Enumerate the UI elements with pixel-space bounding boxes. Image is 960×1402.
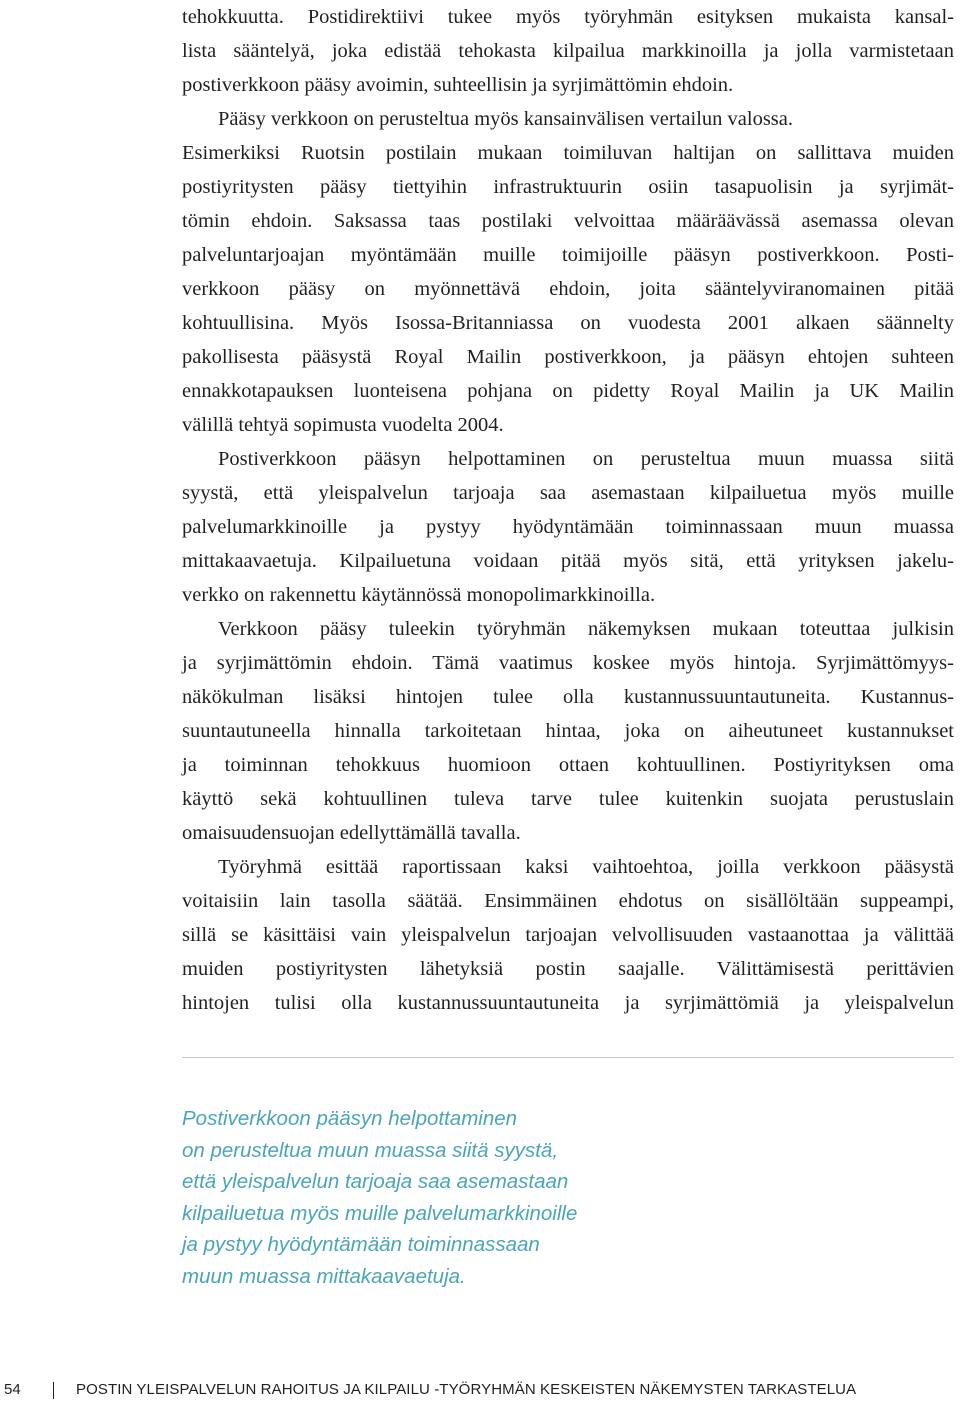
text-line: käyttö sekä kohtuullinen tuleva tarve tulee kuitenkin suojata perustuslain bbox=[182, 788, 954, 810]
pull-quote-line: että yleispalvelun tarjoaja saa asemastaan bbox=[182, 1170, 569, 1194]
pull-quote-line: on perusteltua muun muassa siitä syystä, bbox=[182, 1138, 559, 1162]
text-line: syystä, että yleispalvelun tarjoaja saa asemastaan kilpailuetua myös muille bbox=[182, 482, 954, 504]
pull-quote-line: muun muassa mittakaavaetuja. bbox=[182, 1264, 466, 1288]
text-line: verkkoon pääsy on myönnettävä ehdoin, joita sääntelyviranomainen pitää bbox=[182, 278, 954, 300]
page-footer bbox=[0, 1378, 960, 1402]
text-line: suuntautuneella hinnalla tarkoitetaan hintaa, joka on aiheutuneet kustannukset bbox=[182, 720, 954, 742]
text-line: Esimerkiksi Ruotsin postilain mukaan toimiluvan haltijan on sallittava muiden bbox=[182, 142, 954, 164]
text-line: palvelumarkkinoille ja pystyy hyödyntämään toiminnassaan muun muassa bbox=[182, 516, 954, 538]
footer-separator bbox=[53, 1382, 54, 1399]
text-line: Työryhmä esittää raportissaan kaksi vaihtoehtoa, joilla verkkoon pääsystä bbox=[218, 856, 954, 878]
pull-quote-line: kilpailuetua myös muille palvelumarkkinoille bbox=[182, 1201, 578, 1225]
text-line: Pääsy verkkoon on perusteltua myös kansainvälisen vertailun valossa. bbox=[218, 108, 794, 130]
pull-quote bbox=[182, 1103, 702, 1293]
text-line: Postiverkkoon pääsyn helpottaminen on perusteltua muun muassa siitä bbox=[218, 448, 954, 470]
text-line: voitaisiin lain tasolla säätää. Ensimmäinen ehdotus on sisällöltään suppeampi, bbox=[182, 890, 954, 912]
text-line: palveluntarjoajan myöntämään muille toimijoille pääsyn postiverkkoon. Posti- bbox=[182, 244, 954, 266]
text-line: postiyritysten pääsy tiettyihin infrastruktuurin osiin tasapuolisin ja syrjimät- bbox=[182, 176, 954, 198]
text-line: pakollisesta pääsystä Royal Mailin postiverkkoon, ja pääsyn ehtojen suhteen bbox=[182, 346, 954, 368]
text-line: näkökulman lisäksi hintojen tulee olla kustannussuuntautuneita. Kustannus- bbox=[182, 686, 954, 708]
text-line: Verkkoon pääsy tuleekin työryhmän näkemyksen mukaan toteuttaa julkisin bbox=[218, 618, 954, 640]
text-line: mittakaavaetuja. Kilpailuetuna voidaan pitää myös sitä, että yrityksen jakelu- bbox=[182, 550, 954, 572]
page-number: 54 bbox=[4, 1381, 21, 1398]
text-line: tehokkuutta. Postidirektiivi tukee myös työryhmän esityksen mukaista kansal- bbox=[182, 6, 954, 28]
text-line: postiverkkoon pääsy avoimin, suhteellisin ja syrjimättömin ehdoin. bbox=[182, 74, 734, 96]
pull-quote-line: Postiverkkoon pääsyn helpottaminen bbox=[182, 1107, 518, 1130]
text-line: kohtuullisina. Myös Isossa-Britanniassa on vuodesta 2001 alkaen säännelty bbox=[182, 312, 954, 334]
text-line: ja syrjimättömin ehdoin. Tämä vaatimus koskee myös hintoja. Syrjimättömyys- bbox=[182, 652, 954, 674]
text-line: omaisuudensuojan edellyttämällä tavalla. bbox=[182, 822, 521, 844]
text-line: tömin ehdoin. Saksassa taas postilaki velvoittaa määräävässä asemassa olevan bbox=[182, 210, 954, 232]
text-line: ja toiminnan tehokkuus huomioon ottaen kohtuullinen. Postiyrityksen oma bbox=[182, 754, 954, 776]
running-title: POSTIN YLEISPALVELUN RAHOITUS JA KILPAILU -TYÖRYHMÄN KESKEISTEN NÄKEMYSTEN TARKASTELUA bbox=[76, 1381, 857, 1398]
text-line: verkko on rakennettu käytännössä monopolimarkkinoilla. bbox=[182, 584, 656, 606]
text-line: hintojen tulisi olla kustannussuuntautuneita ja syrjimättömiä ja yleispalvelun bbox=[182, 992, 954, 1014]
text-line: ennakkotapauksen luonteisena pohjana on pidetty Royal Mailin ja UK Mailin bbox=[182, 380, 954, 402]
text-line: lista sääntelyä, joka edistää tehokasta kilpailua markkinoilla ja jolla varmistetaan bbox=[182, 40, 954, 62]
pull-quote-line: ja pystyy hyödyntämään toiminnassaan bbox=[182, 1233, 540, 1257]
body-text bbox=[182, 0, 954, 1020]
divider bbox=[182, 1057, 954, 1058]
text-line: sillä se käsittäisi vain yleispalvelun tarjoajan velvollisuuden vastaanottaa ja välittää bbox=[182, 924, 954, 946]
text-line: välillä tehtyä sopimusta vuodelta 2004. bbox=[182, 414, 504, 436]
text-line: muiden postiyritysten lähetyksiä postin saajalle. Välittämisestä perittävien bbox=[182, 958, 954, 980]
